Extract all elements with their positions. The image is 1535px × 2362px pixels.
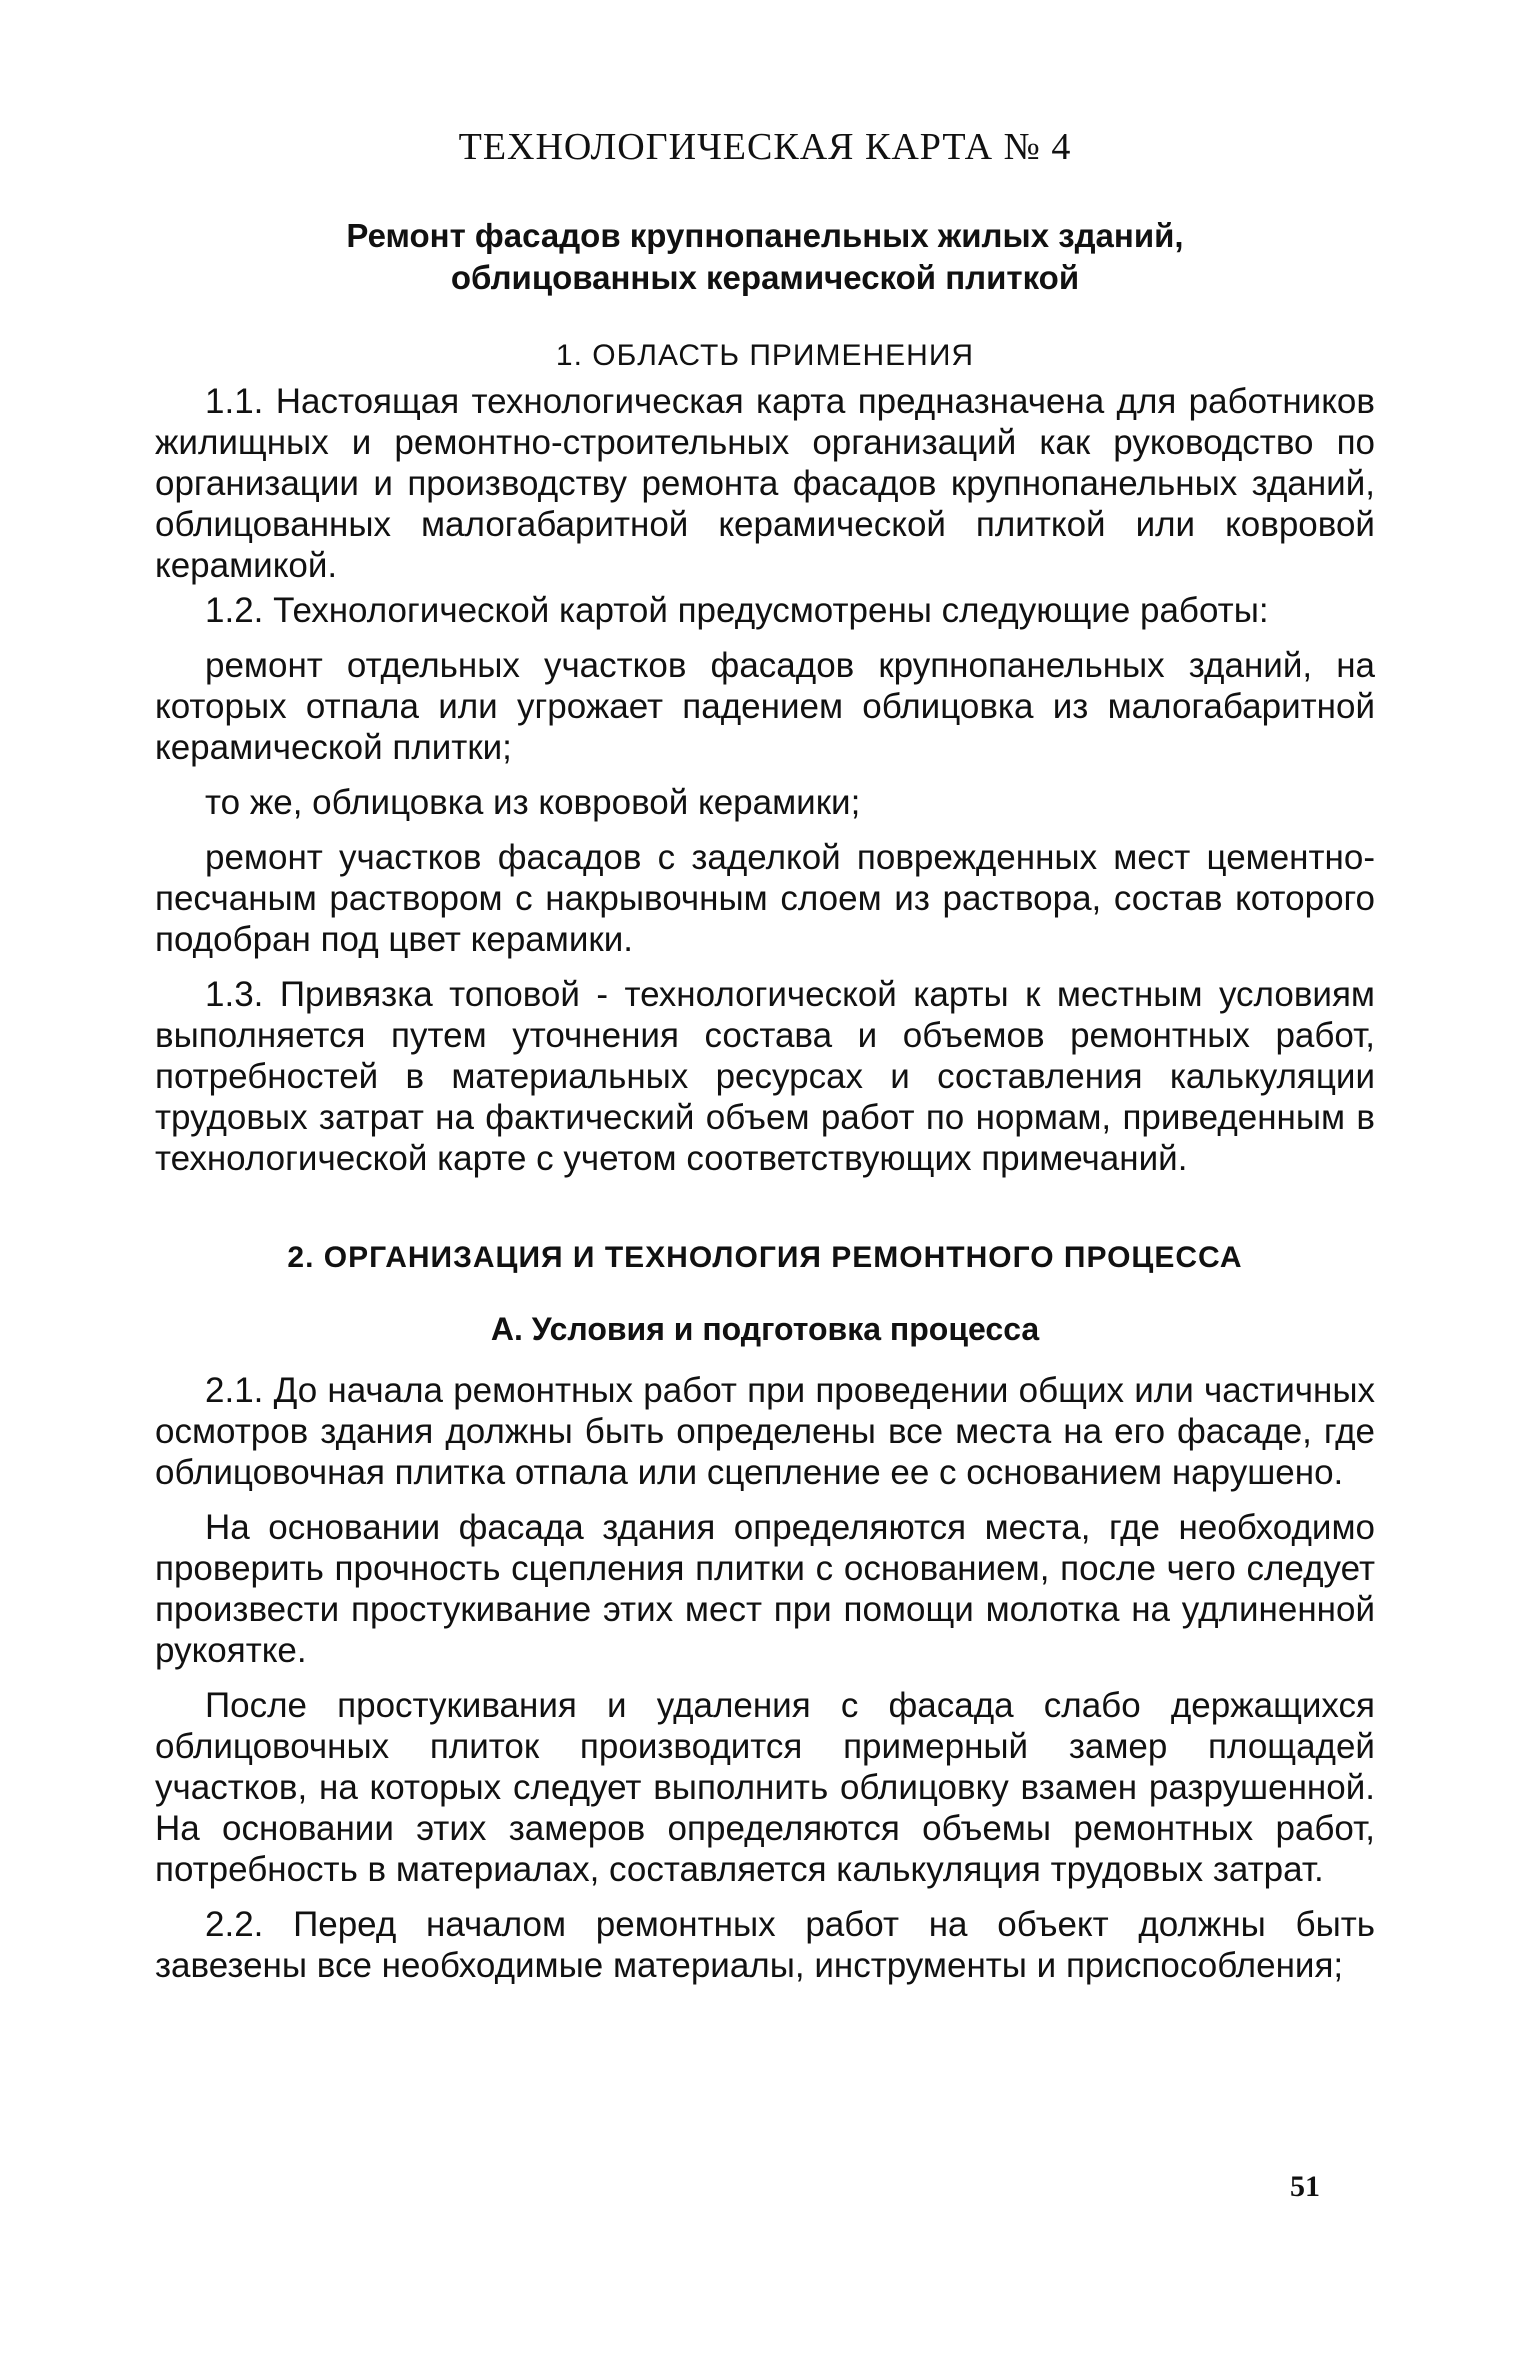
section-2-subheading: А. Условия и подготовка процесса bbox=[490, 1311, 1040, 1347]
paragraph-2-1-c: После простукивания и удаления с фасада слабо держащихся облицовочных плиток производится примерный замер площадей участков, на которых следует выполнить облицовку взамен разрушенной. На основании этих замеров определяются объемы ремонтных работ, потребность в материалах, составляется калькуляция трудовых затрат. bbox=[155, 1686, 1375, 1889]
paragraph-1-3: 1.3. Привязка топовой - технологической карты к местным условиям выполняется путем уточнения состава и объемов ремонтных работ, потребностей в материальных ресурсах и составления калькуляции трудовых затрат на фактический объем работ по нормам, приведенным в технологической карте с учетом соответствующих примечаний. bbox=[155, 975, 1375, 1178]
page-number: 51 bbox=[1290, 2170, 1320, 2203]
section-2-heading: 2. ОРГАНИЗАЦИЯ И ТЕХНОЛОГИЯ РЕМОНТНОГО ПРОЦЕССА bbox=[287, 1241, 1243, 1274]
document-subtitle bbox=[155, 215, 1375, 299]
document-title: ТЕХНОЛОГИЧЕСКАЯ КАРТА № 4 bbox=[458, 126, 1072, 168]
list-item-repair-tile: ремонт отдельных участков фасадов крупнопанельных зданий, на которых отпала или угрожает падением облицовка из малогабаритной керамической плитки; bbox=[155, 646, 1375, 767]
subtitle-line-2: облицованных керамической плиткой bbox=[450, 259, 1080, 296]
list-item-carpet-ceramic: то же, облицовка из ковровой керамики; bbox=[205, 783, 861, 822]
section-1-heading: 1. ОБЛАСТЬ ПРИМЕНЕНИЯ bbox=[555, 339, 975, 372]
subtitle-line-1: Ремонт фасадов крупнопанельных жилых зданий, bbox=[346, 217, 1184, 254]
paragraph-1-2: 1.2. Технологической картой предусмотрены следующие работы: bbox=[205, 591, 1269, 630]
paragraph-2-2: 2.2. Перед началом ремонтных работ на объект должны быть завезены все необходимые материалы, инструменты и приспособления; bbox=[155, 1905, 1375, 1985]
paragraph-2-1-b: На основании фасада здания определяются места, где необходимо проверить прочность сцепления плитки с основанием, после чего следует произвести простукивание этих мест при помощи молотка на удлиненной рукоятке. bbox=[155, 1508, 1375, 1670]
list-item-mortar-repair: ремонт участков фасадов с заделкой поврежденных мест цементно-песчаным раствором с накрывочным слоем из раствора, состав которого подобран под цвет керамики. bbox=[155, 838, 1375, 959]
paragraph-2-1: 2.1. До начала ремонтных работ при проведении общих или частичных осмотров здания должны быть определены все места на его фасаде, где облицовочная плитка отпала или сцепление ее с основанием нарушено. bbox=[155, 1371, 1375, 1492]
paragraph-1-1: 1.1. Настоящая технологическая карта предназначена для работников жилищных и ремонтно-строительных организаций как руководство по организации и производству ремонта фасадов крупнопанельных зданий, облицованных малогабаритной керамической плиткой или ковровой керамикой. bbox=[155, 382, 1375, 585]
document-page bbox=[155, 125, 1375, 1990]
